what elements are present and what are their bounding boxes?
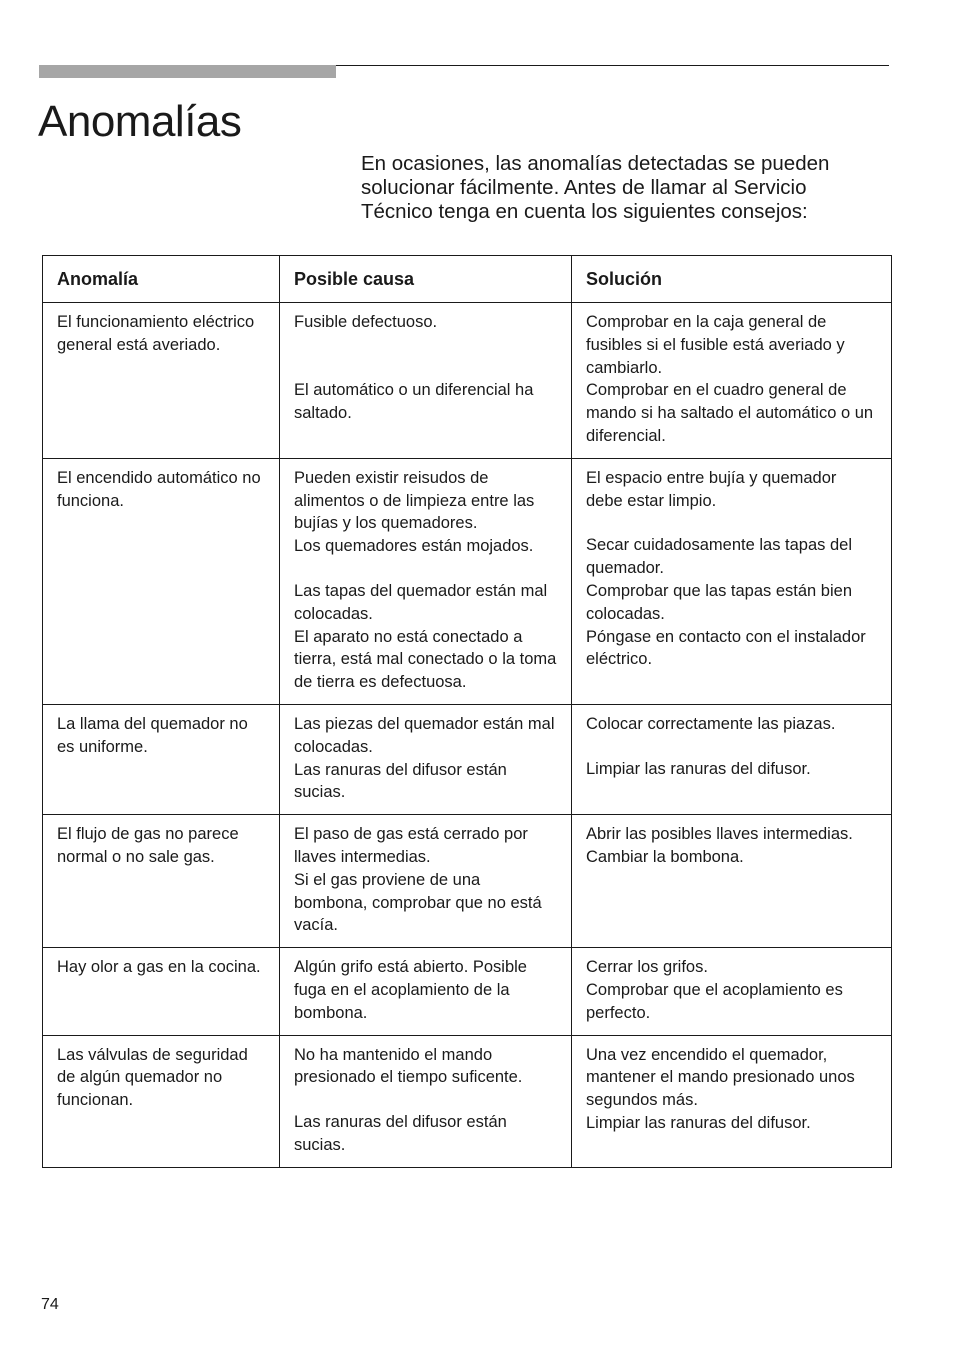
section-header-rule xyxy=(336,65,889,66)
cell-anomalia xyxy=(43,704,280,814)
cell-anomalia xyxy=(43,458,280,704)
table-row xyxy=(43,704,892,814)
solucion-text: Limpiar las ranuras del difusor. xyxy=(586,759,811,778)
solucion-text: El espacio entre bujía y quemador debe estar limpio. xyxy=(586,468,837,510)
anomalia-text: El flujo de gas no parece normal o no sale gas. xyxy=(57,825,239,866)
solucion-text: Póngase en contacto con el instalador eléctrico. xyxy=(586,627,866,669)
causa-text: Algún grifo está abierto. Posible fuga en el acoplamiento de la bombona. xyxy=(294,958,527,1022)
solucion-text: Cambiar la bombona. xyxy=(586,847,744,866)
anomalia-text: El encendido automático no funciona. xyxy=(57,468,261,510)
cell-causa xyxy=(280,948,572,1035)
cell-anomalia xyxy=(43,948,280,1035)
solucion-text: Limpiar las ranuras del difusor. xyxy=(586,1113,811,1132)
causa-text: El automático o un diferencial ha saltado. xyxy=(294,380,534,422)
anomalia-text: Las válvulas de seguridad de algún quemador no funcionan. xyxy=(57,1045,248,1110)
causa-text: Si el gas proviene de una bombona, comprobar que no está vacía. xyxy=(294,870,542,935)
cell-solucion xyxy=(572,458,892,704)
page-number: 74 xyxy=(41,1296,59,1313)
table-row xyxy=(43,303,892,459)
cell-solucion xyxy=(572,815,892,948)
cell-causa xyxy=(280,1035,572,1167)
causa-text: Pueden existir reisudos de alimentos o de limpieza entre las bujías y los quemadores. xyxy=(294,468,535,533)
cell-anomalia xyxy=(43,815,280,948)
causa-text: El aparato no está conectado a tierra, está mal conectado o la toma de tierra es defectuosa. xyxy=(294,627,557,692)
causa-text: Las tapas del quemador están mal colocadas. xyxy=(294,581,548,623)
troubleshooting-table xyxy=(42,255,892,1168)
table-row xyxy=(43,815,892,948)
column-header-posible-causa: Posible causa xyxy=(280,256,572,303)
causa-text: Las ranuras del difusor están sucias. xyxy=(294,1113,507,1154)
anomalia-text: La llama del quemador no es uniforme. xyxy=(57,714,248,756)
table-row xyxy=(43,948,892,1035)
causa-text: Las ranuras del difusor están sucias. xyxy=(294,760,507,802)
causa-text: Las piezas del quemador están mal colocadas. xyxy=(294,714,555,756)
section-header-bar xyxy=(39,65,336,78)
table-row xyxy=(43,458,892,704)
solucion-text: Comprobar en el cuadro general de mando si ha saltado el automático o un diferencial. xyxy=(586,381,874,445)
causa-text: Los quemadores están mojados. xyxy=(294,537,534,556)
cell-causa xyxy=(280,704,572,814)
table-row xyxy=(43,1035,892,1167)
cell-anomalia xyxy=(43,1035,280,1167)
solucion-text: Comprobar en la caja general de fusibles si el fusible está averiado y cambiarlo. xyxy=(586,313,845,377)
cell-causa xyxy=(280,815,572,948)
solucion-text: Secar cuidadosamente las tapas del quemador. xyxy=(586,536,852,578)
cell-solucion xyxy=(572,303,892,459)
solucion-text: Abrir las posibles llaves intermedias. xyxy=(586,825,853,844)
solucion-text: Colocar correctamente las piazas. xyxy=(586,714,836,733)
causa-text: No ha mantenido el mando presionado el tiempo suficente. xyxy=(294,1045,523,1087)
table-header-row xyxy=(43,256,892,303)
column-header-anomalia: Anomalía xyxy=(43,256,280,303)
solucion-text: Comprobar que el acoplamiento es perfecto. xyxy=(586,980,843,1022)
causa-text: Fusible defectuoso. xyxy=(294,313,438,331)
anomalia-text: Hay olor a gas en la cocina. xyxy=(57,958,261,977)
solucion-text: Cerrar los grifos. xyxy=(586,958,708,977)
cell-solucion xyxy=(572,1035,892,1167)
cell-solucion xyxy=(572,948,892,1035)
cell-causa xyxy=(280,458,572,704)
causa-text: El paso de gas está cerrado por llaves intermedias. xyxy=(294,825,528,866)
intro-paragraph: En ocasiones, las anomalías detectadas se pueden solucionar fácilmente. Antes de llamar al Servicio Técnico tenga en cuenta los siguientes consejos: xyxy=(361,152,830,223)
column-header-solucion: Solución xyxy=(572,256,892,303)
page-title: Anomalías xyxy=(38,97,242,146)
anomalia-text: El funcionamiento eléctrico general está averiado. xyxy=(57,313,255,354)
solucion-text: Comprobar que las tapas están bien colocadas. xyxy=(586,581,852,623)
solucion-text: Una vez encendido el quemador, mantener el mando presionado unos segundos más. xyxy=(586,1045,855,1110)
cell-solucion xyxy=(572,704,892,814)
cell-anomalia xyxy=(43,303,280,459)
cell-causa xyxy=(280,303,572,459)
